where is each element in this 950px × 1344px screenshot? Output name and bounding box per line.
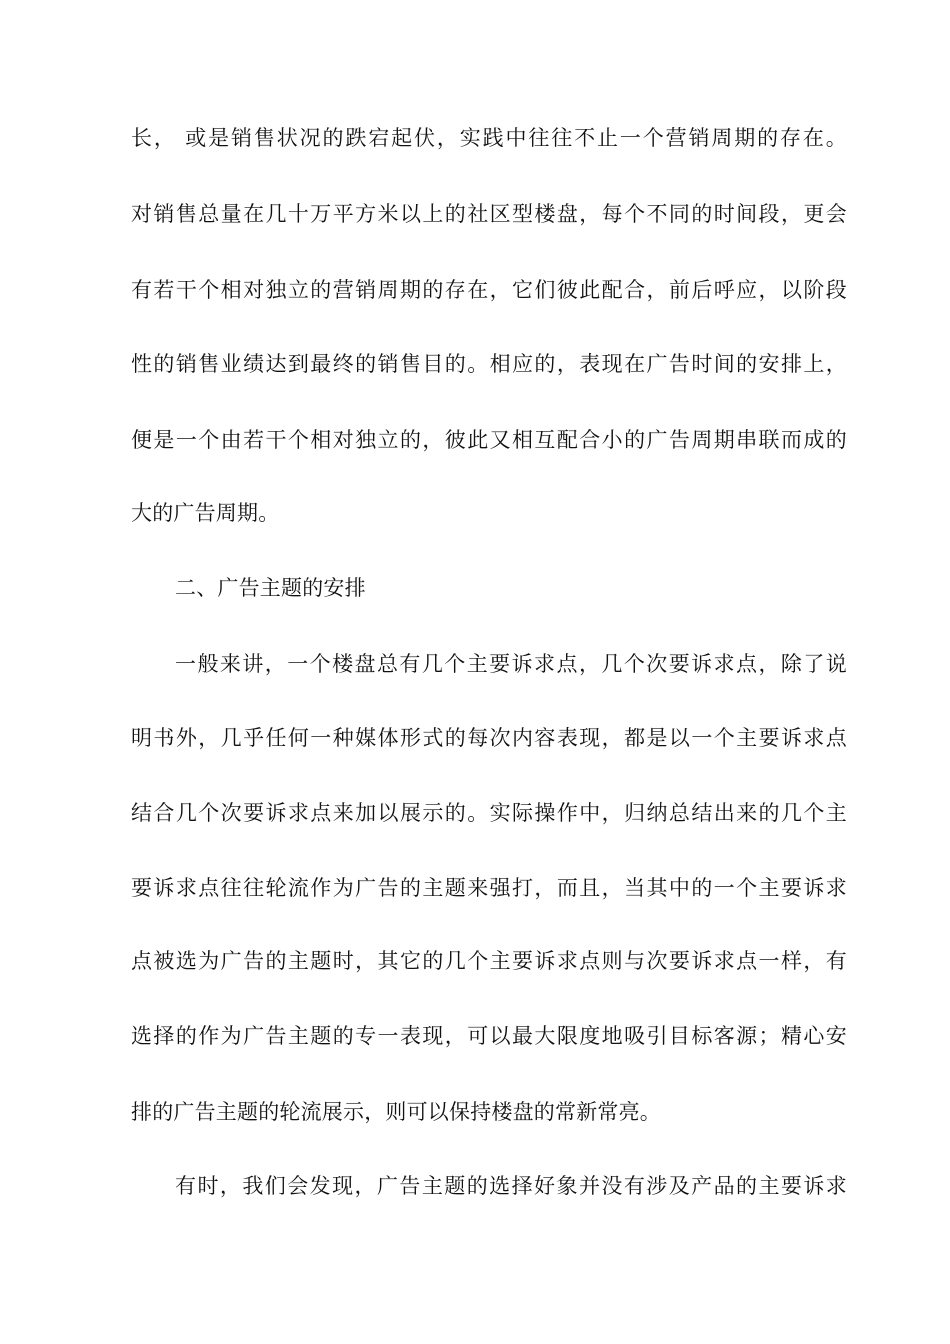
text-line-2: 对销售总量在几十万平方米以上的社区型楼盘，每个不同的时间段，更会 (131, 202, 847, 226)
text-line-12: 点被选为广告的主题时，其它的几个主要诉求点则与次要诉求点一样，有 (131, 949, 847, 973)
text-line-13: 选择的作为广告主题的专一表现，可以最大限度地吸引目标客源；精心安 (131, 1024, 847, 1048)
text-line-4: 性的销售业绩达到最终的销售目的。相应的，表现在广告时间的安排上， (131, 352, 847, 376)
text-line-8: 一般来讲，一个楼盘总有几个主要诉求点，几个次要诉求点，除了说 (175, 652, 847, 676)
text-line-15: 有时，我们会发现，广告主题的选择好象并没有涉及产品的主要诉求 (175, 1174, 847, 1198)
text-line-9: 明书外，几乎任何一种媒体形式的每次内容表现，都是以一个主要诉求点 (131, 726, 847, 750)
text-line-11: 要诉求点往往轮流作为广告的主题来强打，而且，当其中的一个主要诉求 (131, 876, 847, 900)
text-line-10: 结合几个次要诉求点来加以展示的。实际操作中，归纳总结出来的几个主 (131, 801, 847, 825)
text-line-6: 大的广告周期。 (131, 501, 280, 525)
text-line-14: 排的广告主题的轮流展示，则可以保持楼盘的常新常亮。 (131, 1100, 661, 1124)
text-line-3: 有若干个相对独立的营销周期的存在，它们彼此配合，前后呼应，以阶段 (131, 278, 847, 302)
text-line-5: 便是一个由若干个相对独立的，彼此又相互配合小的广告周期串联而成的 (131, 428, 847, 452)
text-line-1: 长， 或是销售状况的跌宕起伏，实践中往往不止一个营销周期的存在。 (131, 126, 847, 150)
section-heading: 二、广告主题的安排 (175, 576, 366, 600)
